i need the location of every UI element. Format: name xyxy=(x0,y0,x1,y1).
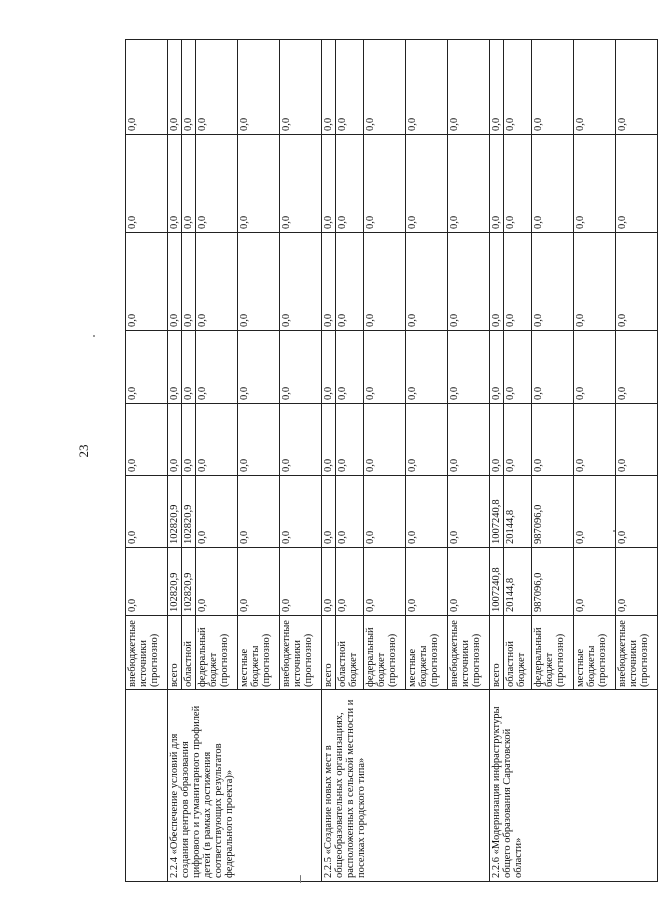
value-cell: 0,0 xyxy=(322,233,336,331)
table-row xyxy=(490,40,504,882)
value-cell: 0,0 xyxy=(504,40,532,135)
value-cell: 0,0 xyxy=(448,233,490,331)
value-cell: 0,0 xyxy=(322,40,336,135)
value-cell: 0,0 xyxy=(336,331,364,404)
source-cell: федеральный бюджет (прогнозно) xyxy=(196,616,238,690)
table-row xyxy=(126,40,168,882)
value-cell: 0,0 xyxy=(490,233,504,331)
value-cell: 0,0 xyxy=(182,404,196,476)
value-cell: 0,0 xyxy=(322,548,336,616)
value-cell: 0,0 xyxy=(448,548,490,616)
value-cell: 0,0 xyxy=(182,233,196,331)
value-cell: 20144,8 xyxy=(504,476,532,548)
value-cell: 0,0 xyxy=(336,135,364,233)
value-cell: 0,0 xyxy=(574,404,616,476)
value-cell: 0,0 xyxy=(490,404,504,476)
value-cell: 0,0 xyxy=(448,40,490,135)
value-cell: 0,0 xyxy=(196,135,238,233)
value-cell: 0,0 xyxy=(574,331,616,404)
value-cell: 0,0 xyxy=(448,476,490,548)
value-cell: 0,0 xyxy=(504,135,532,233)
value-cell: 0,0 xyxy=(406,548,448,616)
scan-speck xyxy=(93,335,95,337)
value-cell: 0,0 xyxy=(616,135,658,233)
value-cell: 102820,9 xyxy=(168,548,182,616)
value-cell: 0,0 xyxy=(504,404,532,476)
value-cell: 0,0 xyxy=(574,233,616,331)
source-cell: всего xyxy=(490,616,504,690)
value-cell: 102820,9 xyxy=(168,476,182,548)
value-cell: 0,0 xyxy=(406,331,448,404)
value-cell: 0,0 xyxy=(168,233,182,331)
rotated-budget-table xyxy=(125,40,651,882)
value-cell: 0,0 xyxy=(448,331,490,404)
value-cell: 0,0 xyxy=(406,233,448,331)
row-blank xyxy=(126,690,168,882)
value-cell: 0,0 xyxy=(490,331,504,404)
value-cell: 0,0 xyxy=(406,135,448,233)
value-cell: 0,0 xyxy=(406,476,448,548)
value-cell: 0,0 xyxy=(406,40,448,135)
value-cell: 0,0 xyxy=(196,233,238,331)
value-cell: 20144,8 xyxy=(504,548,532,616)
value-cell: 0,0 xyxy=(406,404,448,476)
value-cell: 0,0 xyxy=(364,233,406,331)
value-cell: 1007240,8 xyxy=(490,548,504,616)
value-cell: 0,0 xyxy=(280,548,322,616)
value-cell: 0,0 xyxy=(364,135,406,233)
source-cell: федеральный бюджет (прогнозно) xyxy=(532,616,574,690)
value-cell: 0,0 xyxy=(196,331,238,404)
value-cell: 0,0 xyxy=(336,548,364,616)
value-cell: 0,0 xyxy=(336,233,364,331)
value-cell: 102820,9 xyxy=(182,548,196,616)
value-cell: 0,0 xyxy=(238,404,280,476)
value-cell: 0,0 xyxy=(448,135,490,233)
value-cell: 0,0 xyxy=(196,404,238,476)
value-cell: 0,0 xyxy=(336,40,364,135)
item-name-2-2-5: 2.2.5 «Создание новых мест в общеобразовательных организациях, расположенных в сельской местности и поселках городского типа» xyxy=(322,690,490,882)
value-cell: 1007240,8 xyxy=(490,476,504,548)
value-cell: 0,0 xyxy=(280,233,322,331)
value-cell: 0,0 xyxy=(616,476,658,548)
value-cell: 0,0 xyxy=(126,476,168,548)
value-cell: 0,0 xyxy=(364,476,406,548)
value-cell: 0,0 xyxy=(322,476,336,548)
value-cell: 0,0 xyxy=(168,40,182,135)
value-cell: 0,0 xyxy=(490,135,504,233)
value-cell: 0,0 xyxy=(280,331,322,404)
value-cell: 0,0 xyxy=(532,404,574,476)
value-cell: 0,0 xyxy=(126,548,168,616)
value-cell: 0,0 xyxy=(616,548,658,616)
value-cell: 0,0 xyxy=(532,135,574,233)
source-cell: местные бюджеты (прогнозно) xyxy=(406,616,448,690)
value-cell: 0,0 xyxy=(280,135,322,233)
value-cell: 0,0 xyxy=(364,404,406,476)
source-cell: внебюджетные источники (прогнозно) xyxy=(280,616,322,690)
value-cell: 0,0 xyxy=(238,548,280,616)
value-cell: 0,0 xyxy=(574,135,616,233)
table-row xyxy=(168,40,182,882)
value-cell: 0,0 xyxy=(616,404,658,476)
value-cell: 0,0 xyxy=(168,331,182,404)
value-cell: 0,0 xyxy=(196,476,238,548)
value-cell: 0,0 xyxy=(574,548,616,616)
value-cell: 0,0 xyxy=(532,40,574,135)
value-cell: 0,0 xyxy=(126,40,168,135)
value-cell: 0,0 xyxy=(364,40,406,135)
source-cell: федеральный бюджет (прогнозно) xyxy=(364,616,406,690)
table-row xyxy=(322,40,336,882)
value-cell: 0,0 xyxy=(126,233,168,331)
value-cell: 102820,9 xyxy=(182,476,196,548)
value-cell: 0,0 xyxy=(126,404,168,476)
source-cell: всего xyxy=(322,616,336,690)
value-cell: 987096,0 xyxy=(532,476,574,548)
value-cell: 0,0 xyxy=(336,404,364,476)
value-cell: 0,0 xyxy=(280,476,322,548)
value-cell: 0,0 xyxy=(196,548,238,616)
value-cell: 0,0 xyxy=(574,40,616,135)
value-cell: 0,0 xyxy=(322,404,336,476)
scan-speck xyxy=(300,875,301,883)
value-cell: 0,0 xyxy=(364,548,406,616)
item-name-2-2-6: 2.2.6 «Модернизация инфраструктуры общего образования Саратовской области» xyxy=(490,690,658,882)
value-cell: 0,0 xyxy=(126,331,168,404)
value-cell: 0,0 xyxy=(168,404,182,476)
value-cell: 0,0 xyxy=(238,135,280,233)
value-cell: 0,0 xyxy=(574,476,616,548)
source-cell: областной бюджет xyxy=(504,616,532,690)
budget-table xyxy=(125,39,658,882)
value-cell: 0,0 xyxy=(490,40,504,135)
value-cell: 0,0 xyxy=(364,331,406,404)
scan-speck xyxy=(613,530,615,532)
source-cell: местные бюджеты (прогнозно) xyxy=(238,616,280,690)
value-cell: 0,0 xyxy=(532,233,574,331)
value-cell: 0,0 xyxy=(126,135,168,233)
value-cell: 0,0 xyxy=(322,135,336,233)
value-cell: 0,0 xyxy=(238,331,280,404)
source-cell: местные бюджеты (прогнозно) xyxy=(574,616,616,690)
source-cell: внебюджетные источники (прогнозно) xyxy=(448,616,490,690)
source-cell: всего xyxy=(168,616,182,690)
value-cell: 0,0 xyxy=(616,331,658,404)
value-cell: 0,0 xyxy=(336,476,364,548)
value-cell: 0,0 xyxy=(448,404,490,476)
value-cell: 0,0 xyxy=(182,331,196,404)
value-cell: 0,0 xyxy=(504,331,532,404)
item-name-2-2-4: 2.2.4 «Обеспечение условий для создания центров образования цифрового и гуманитарного профилей детей (в рамках достижения соответствующих результатов федерального проекта)» xyxy=(168,690,322,882)
value-cell: 0,0 xyxy=(238,40,280,135)
value-cell: 987096,0 xyxy=(532,548,574,616)
source-cell: внебюджетные источники (прогнозно) xyxy=(126,616,168,690)
value-cell: 0,0 xyxy=(322,331,336,404)
value-cell: 0,0 xyxy=(182,40,196,135)
value-cell: 0,0 xyxy=(238,233,280,331)
value-cell: 0,0 xyxy=(532,331,574,404)
value-cell: 0,0 xyxy=(182,135,196,233)
source-cell: областной бюджет xyxy=(336,616,364,690)
source-cell: внебюджетные источники (прогнозно) xyxy=(616,616,658,690)
value-cell: 0,0 xyxy=(196,40,238,135)
value-cell: 0,0 xyxy=(238,476,280,548)
value-cell: 0,0 xyxy=(504,233,532,331)
value-cell: 0,0 xyxy=(280,40,322,135)
value-cell: 0,0 xyxy=(168,135,182,233)
value-cell: 0,0 xyxy=(280,404,322,476)
source-cell: областной xyxy=(182,616,196,690)
value-cell: 0,0 xyxy=(616,233,658,331)
page-number: 23 xyxy=(76,444,91,458)
value-cell: 0,0 xyxy=(616,40,658,135)
